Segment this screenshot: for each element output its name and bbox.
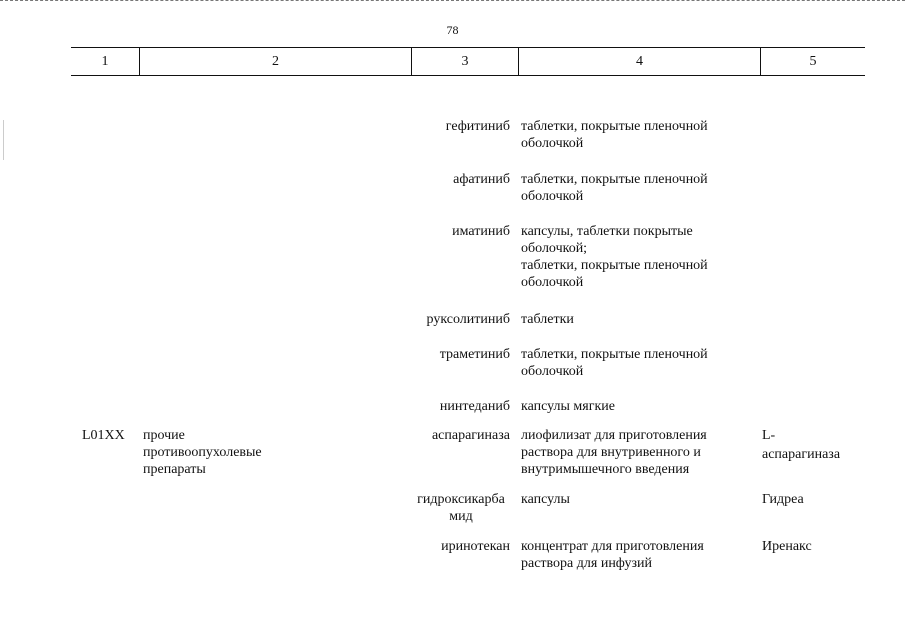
dosage-form-line: капсулы xyxy=(521,492,570,507)
trade-name-line: Гидреа xyxy=(762,492,804,507)
dosage-form-line: таблетки xyxy=(521,312,574,327)
dosage-form xyxy=(521,491,736,508)
dosage-form-line: таблетки, покрытые пленочной xyxy=(521,258,708,273)
dosage-form-line: оболочкой xyxy=(521,275,584,290)
dosage-form xyxy=(521,118,736,152)
dosage-form-line: оболочкой xyxy=(521,136,584,151)
dosage-form xyxy=(521,427,736,478)
scan-margin-mark xyxy=(3,120,4,160)
atc-code: L01XX xyxy=(82,428,125,443)
dosage-form-line: таблетки, покрытые пленочной xyxy=(521,119,708,134)
dosage-form-line: лиофилизат для приготовления xyxy=(521,428,707,443)
header-col-4: 4 xyxy=(636,54,643,69)
header-col-5: 5 xyxy=(809,54,817,69)
header-col-3: 3 xyxy=(461,54,469,69)
dosage-form xyxy=(521,538,736,572)
inn-name: афатиниб xyxy=(453,172,510,187)
scan-top-edge xyxy=(0,0,905,2)
header-col-1: 1 xyxy=(101,54,109,69)
dosage-form-line: оболочкой xyxy=(521,364,584,379)
dosage-form xyxy=(521,223,736,291)
dosage-form-line: таблетки, покрытые пленочной xyxy=(521,172,708,187)
trade-name xyxy=(762,538,862,555)
dosage-form-line: внутримышечного введения xyxy=(521,462,690,477)
dosage-form xyxy=(521,398,736,415)
dosage-form-line: таблетки, покрытые пленочной xyxy=(521,347,708,362)
trade-name-line: Иренакс xyxy=(762,539,812,554)
dosage-form-line: капсулы, таблетки покрытые xyxy=(521,224,693,239)
dosage-form-line: оболочкой xyxy=(521,189,584,204)
inn-name: гидроксикарба мид xyxy=(417,492,505,524)
trade-name xyxy=(762,427,862,463)
inn-name: аспарагиназа xyxy=(431,428,510,443)
dosage-form xyxy=(521,311,736,328)
dosage-form xyxy=(521,346,736,380)
inn-name: руксолитиниб xyxy=(426,312,510,327)
dosage-form-line: раствора для внутривенного и xyxy=(521,445,701,460)
dosage-form-line: капсулы мягкие xyxy=(521,399,615,414)
dosage-form-line: оболочкой; xyxy=(521,241,588,256)
inn-name: гефитиниб xyxy=(445,119,510,134)
inn-name: иматиниб xyxy=(452,224,510,239)
dosage-form xyxy=(521,171,736,205)
table-header-row xyxy=(71,47,865,76)
header-col-2: 2 xyxy=(272,54,279,69)
trade-name xyxy=(762,491,862,508)
dosage-form-line: раствора для инфузий xyxy=(521,556,653,571)
page-number: 78 xyxy=(446,23,459,37)
inn-name: иринотекан xyxy=(441,539,510,554)
dosage-form-line: концентрат для приготовления xyxy=(521,539,704,554)
atc-group-name: прочие противоопухолевые препараты xyxy=(143,428,262,477)
inn-name: нинтеданиб xyxy=(439,399,510,414)
inn-name: траметиниб xyxy=(439,347,510,362)
trade-name-line: аспарагиназа xyxy=(762,447,841,462)
trade-name-line: L- xyxy=(762,428,776,443)
